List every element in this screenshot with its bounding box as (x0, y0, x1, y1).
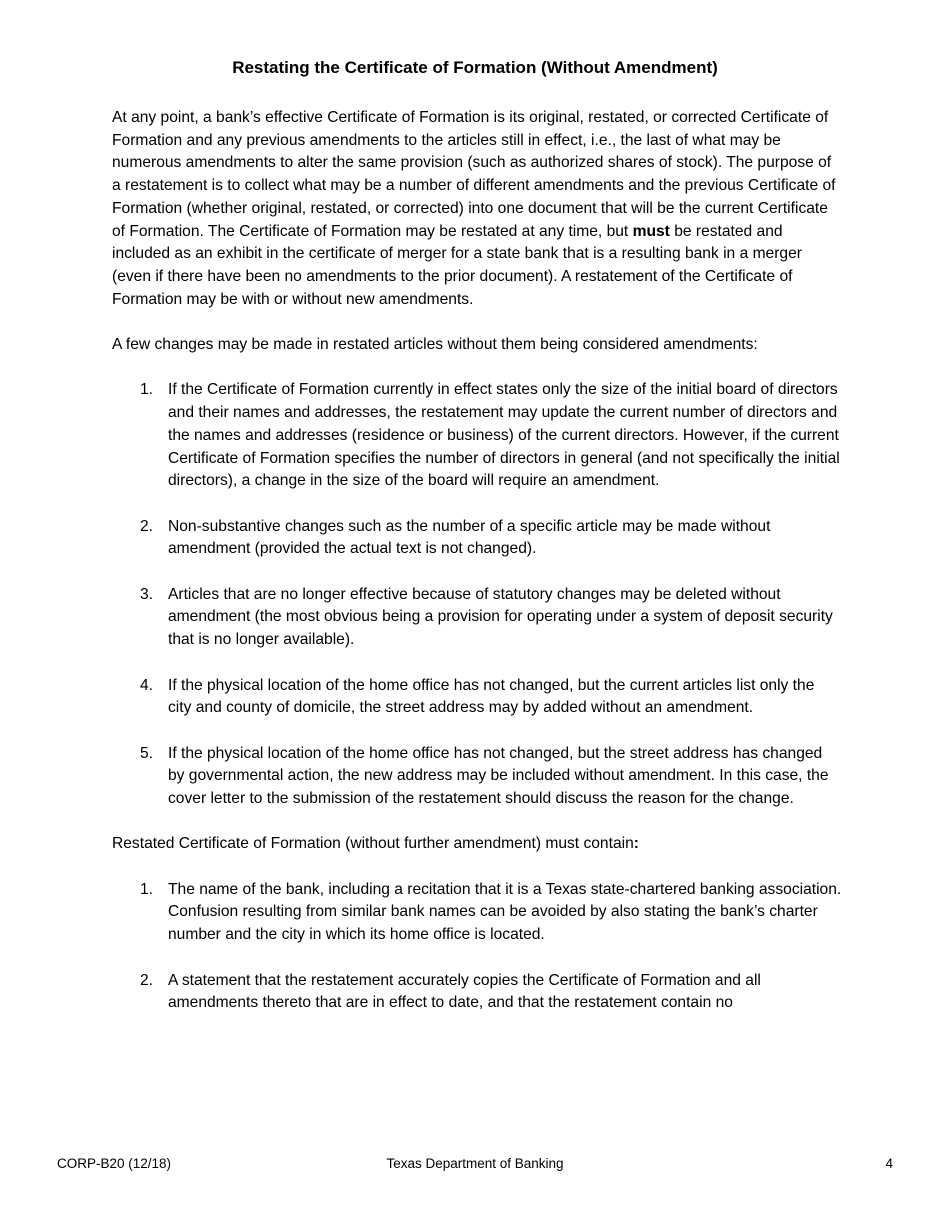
changes-lead-paragraph: A few changes may be made in restated articles without them being considered amendments: (112, 336, 758, 354)
list-item-text: Non-substantive changes such as the number of a specific article may be made without amendment (provided the actual text is not changed). (168, 517, 771, 558)
contain-lead-text: Restated Certificate of Formation (without further amendment) must contain (112, 835, 634, 853)
list-item (112, 743, 842, 811)
list-item-text: If the Certificate of Formation currently in effect states only the size of the initial board of directors and their names and addresses, the restatement may update the current number of directors and the names and addresses (residence or business) of the current directors. However, if the current Certificate of Formation specifies the number of directors in general (and not specifically the initial directors), a change in the size of the board will require an amendment. (168, 381, 840, 490)
list-item-number: 1. (140, 880, 154, 898)
intro-emphasis: must (632, 222, 670, 240)
list-item-number: 2. (140, 517, 154, 535)
intro-text-start: At any point, a bank’s effective Certificate of Formation is its original, restated, or corrected Certificate of Formation and any previous amendments to the articles still in effect, i.e., the last of what may be numerous amendments to alter the same provision (such as authorized shares of stock). The purpose of a restatement is to collect what may be a number of different amendments and the previous Certificate of Formation (whether original, restated, or corrected) into one document that will be the current Certificate of Formation. The Certificate of Formation may be restated at any time, but (112, 109, 836, 240)
list-item (112, 675, 842, 720)
contain-lead-colon: : (633, 835, 639, 853)
list-item-text: Articles that are no longer effective because of statutory changes may be deleted without amendment (the most obvious being a provision for operating under a system of deposit security that is no longer available). (168, 585, 833, 649)
list-item-text: If the physical location of the home office has not changed, but the street address has changed by governmental action, the new address may be included without amendment. In this case, the cover letter to the submission of the restatement should discuss the reason for the change. (168, 744, 829, 807)
list-item (112, 584, 842, 652)
changes-list (112, 379, 842, 810)
list-item-number: 2. (140, 971, 154, 989)
intro-text-end: be restated and included as an exhibit in the certificate of merger for a state bank that is a resulting bank in a merger (even if there have been no amendments to the prior document). A restatement of the Certificate of Formation may be with or without new amendments. (112, 222, 802, 308)
list-item-number: 4. (140, 676, 154, 694)
list-item-number: 1. (140, 381, 154, 399)
list-item-text: If the physical location of the home office has not changed, but the current articles list only the city and county of domicile, the street address may by added without an amendment. (168, 676, 815, 717)
footer-agency: Texas Department of Banking (386, 1156, 564, 1171)
page-title: Restating the Certificate of Formation (Without Amendment) (232, 58, 718, 77)
footer-page-number: 4 (885, 1156, 893, 1171)
footer-form-id: CORP-B20 (12/18) (57, 1156, 172, 1171)
list-item (112, 970, 842, 1015)
contain-list (112, 879, 842, 1015)
list-item (112, 516, 842, 561)
list-item-number: 3. (140, 585, 154, 603)
list-item (112, 379, 842, 493)
document-body (112, 107, 842, 1038)
contain-lead-paragraph (112, 833, 842, 856)
list-item (112, 879, 842, 947)
intro-paragraph (112, 107, 842, 311)
list-item-text: A statement that the restatement accurately copies the Certificate of Formation and all amendments thereto that are in effect to date, and that the restatement contain no (168, 971, 761, 1012)
list-item-number: 5. (140, 744, 154, 762)
page-footer (0, 1155, 950, 1175)
list-item-text: The name of the bank, including a recitation that it is a Texas state-chartered banking association. Confusion resulting from similar bank names can be avoided by also stating the bank’s charter number and the city in which its home office is located. (168, 880, 842, 944)
